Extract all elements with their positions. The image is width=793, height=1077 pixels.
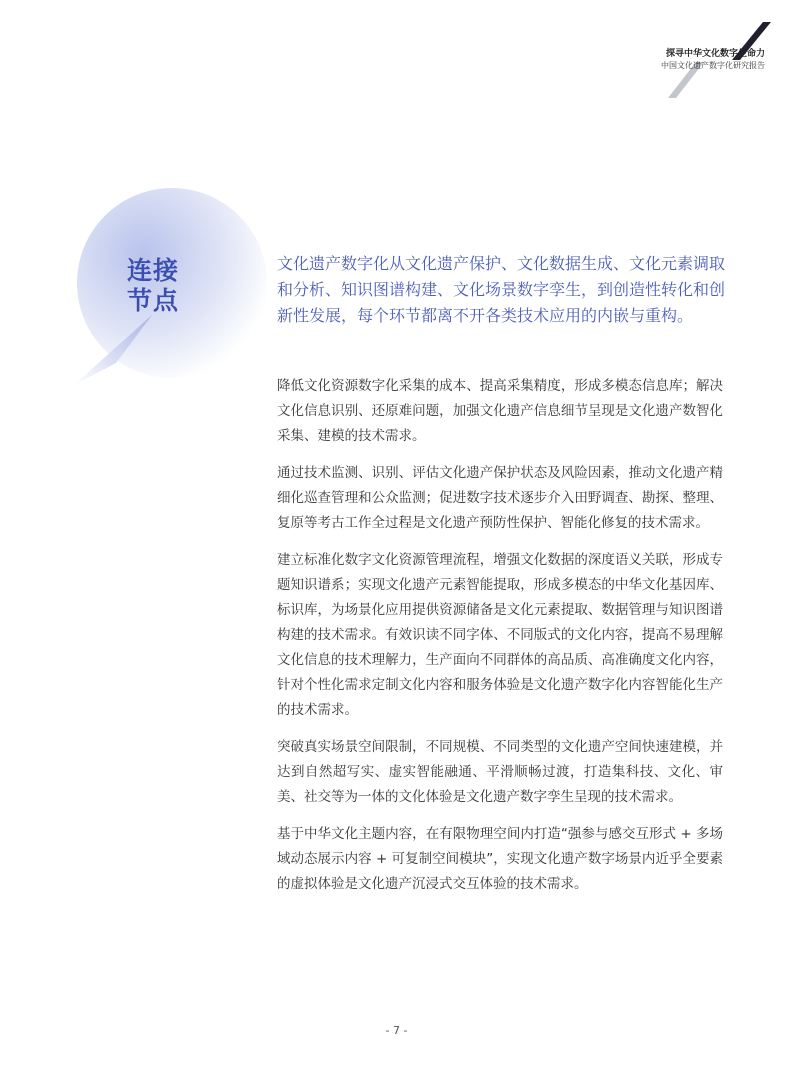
header-title: 探寻中华文化数字生命力	[665, 49, 765, 59]
body-paragraph-3: 建立标准化数字文化资源管理流程，增强文化数据的深度语义关联，形成专题知识谱系；实现文化遗产元素智能提取，形成多模态的中华文化基因库、标识库，为场景化应用提供资源储备是文化元素提取、数据管理与知识图谱构建的技术需求。有效识读不同字体、不同版式的文化内容，提高不易理解文化信息的技术理解力，生产面向不同群体的高品质、高准确度文化内容，针对个性化需求定制文化内容和服务体验是文化遗产数字化内容智能化生产的技术需求。	[277, 552, 723, 718]
running-header	[661, 48, 765, 71]
header-subtitle: 中国文化遗产数字化研究报告	[661, 61, 765, 70]
body-paragraph-2: 通过技术监测、识别、评估文化遗产保护状态及风险因素，推动文化遗产精细化巡查管理和公众监测；促进数字技术逐步介入田野调查、勘探、整理、复原等考古工作全过程是文化遗产预防性保护、智能化修复的技术需求。	[277, 465, 723, 531]
body-text	[277, 374, 723, 909]
body-paragraph-4: 突破真实场景空间限制，不同规模、不同类型的文化遗产空间快速建模，并达到自然超写实、虚实智能融通、平滑顺畅过渡，打造集科技、文化、审美、社交等为一体的文化体验是文化遗产数字孪生呈现的技术需求。	[277, 739, 723, 805]
section-heading-line-2: 节点	[127, 286, 180, 315]
page-number: - 7 -	[385, 1024, 408, 1037]
body-paragraph-5: 基于中华文化主题内容，在有限物理空间内打造“强参与感交互形式 + 多场域动态展示内容 + 可复制空间模块”，实现文化遗产数字场景内近乎全要素的虚拟体验是文化遗产沉浸式交互体验的技术需求。	[277, 826, 723, 892]
lead-paragraph: 文化遗产数字化从文化遗产保护、文化数据生成、文化元素调取和分析、知识图谱构建、文化场景数字孪生，到创造性转化和创新性发展，每个环节都离不开各类技术应用的内嵌与重构。	[277, 254, 726, 325]
section-heading	[127, 256, 207, 316]
body-paragraph-1: 降低文化资源数字化采集的成本、提高采集精度，形成多模态信息库；解决文化信息识别、还原难问题，加强文化遗产信息细节呈现是文化遗产数智化采集、建模的技术需求。	[277, 378, 723, 444]
section-heading-line-1: 连接	[127, 256, 180, 285]
